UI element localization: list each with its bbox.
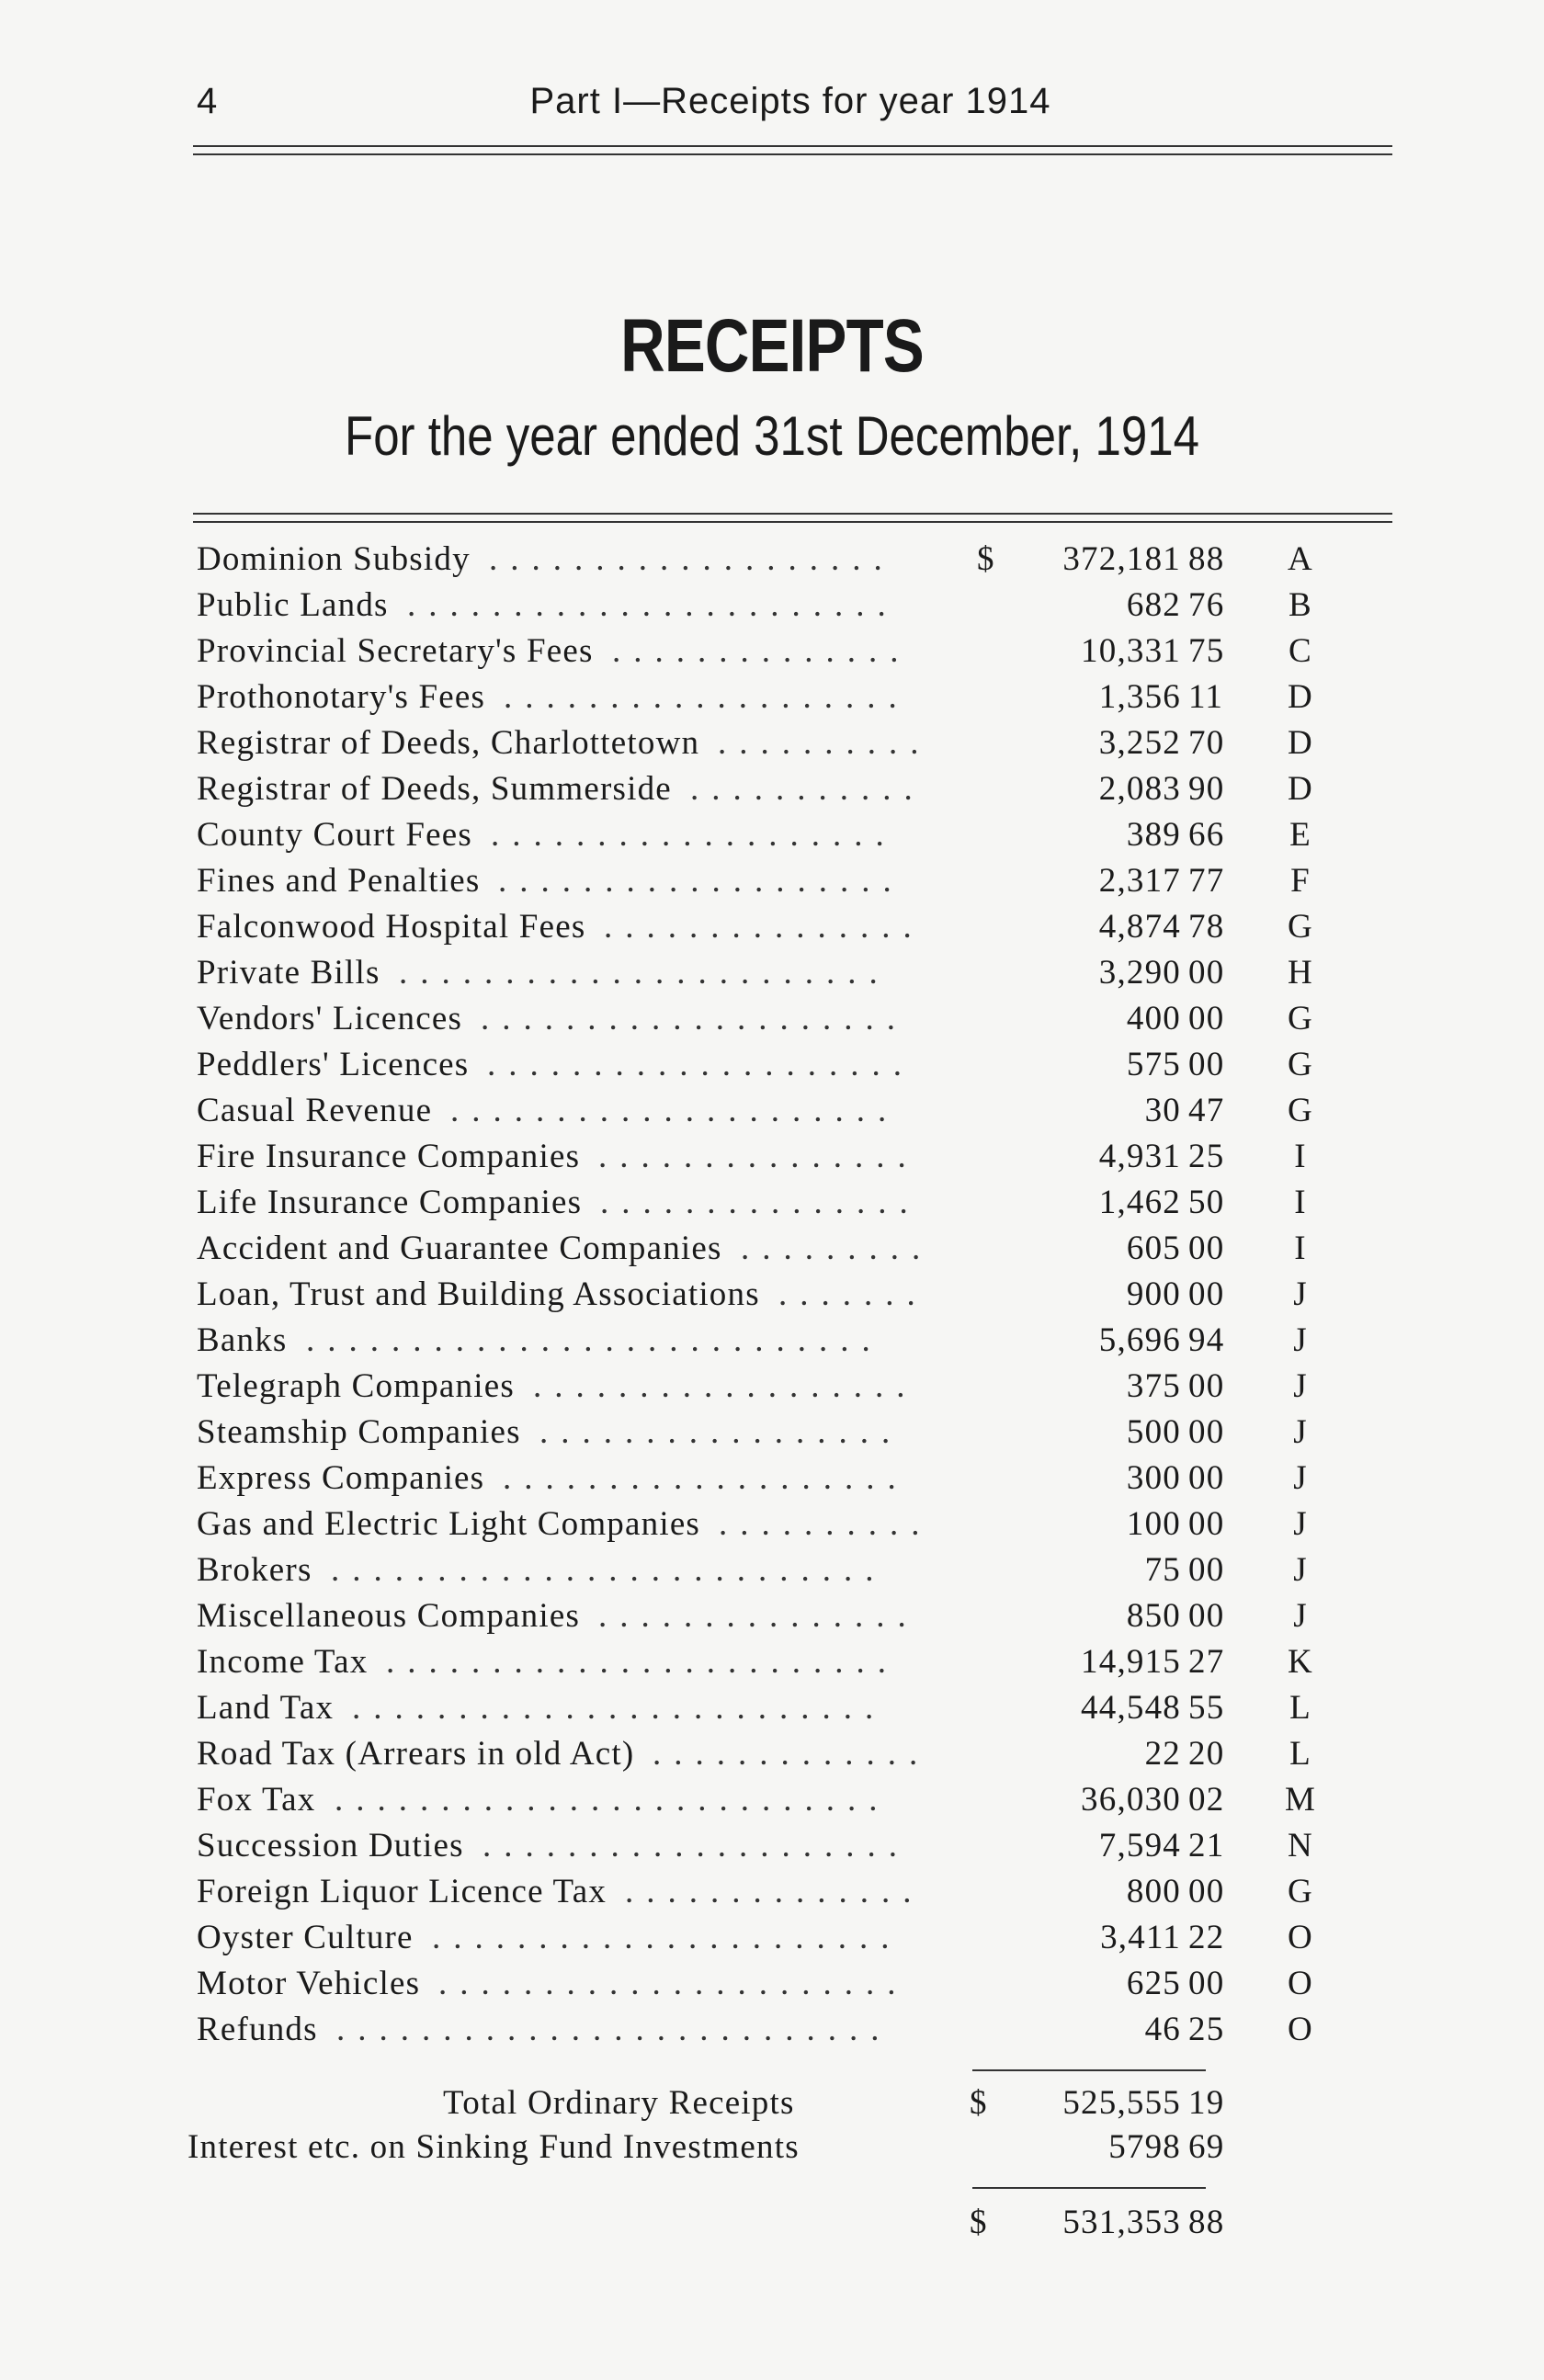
amount-dollars: 682 [1126,586,1181,624]
row-label: Fox Tax [197,1781,316,1819]
table-row [0,1410,1544,1456]
reference-letter: N [1288,1827,1313,1864]
amount-dollars: 375 [1126,1367,1181,1405]
amount-dollars: 75 [1144,1551,1181,1589]
table-row [0,1502,1544,1547]
amount-dollars: 1,356 [1098,678,1181,716]
table-row [0,766,1544,812]
dot-leader: ....................... [399,954,891,992]
amount-dollars: 605 [1126,1230,1181,1267]
reference-letter: L [1289,1689,1311,1727]
reference-letter: I [1294,1230,1307,1267]
total-ordinary-row [0,2080,1544,2126]
reference-letter: I [1294,1184,1307,1221]
amount-cents: 47 [1188,1092,1225,1129]
amount-dollars: 5,696 [1098,1321,1181,1359]
table-row [0,1777,1544,1823]
sum-rule [972,2187,1206,2189]
reference-letter: O [1288,2011,1313,2048]
row-label: Road Tax (Arrears in old Act) [197,1735,635,1773]
amount-dollars: 7,594 [1098,1827,1181,1864]
row-label: Provincial Secretary's Fees [197,632,594,670]
amount-cents: 00 [1188,1275,1225,1313]
dot-leader: ......................... [352,1689,887,1727]
dot-leader: .......................... [331,1551,887,1589]
amount-dollars: 100 [1126,1505,1181,1543]
table-row [0,1915,1544,1961]
amount-cents: 66 [1188,816,1225,854]
reference-letter: G [1288,1046,1313,1083]
row-label: Fines and Penalties [197,862,481,900]
reference-letter: O [1288,1919,1313,1956]
dollar-sign: $ [970,2204,988,2241]
amount-cents: 19 [1188,2084,1225,2122]
dot-leader: ............... [600,1184,921,1221]
total-label: Total Ordinary Receipts [443,2084,795,2122]
amount-dollars: 22 [1144,1735,1181,1773]
table-row [0,950,1544,996]
amount-cents: 75 [1188,632,1225,670]
row-label: Brokers [197,1551,312,1589]
amount-cents: 00 [1188,1873,1225,1910]
page-header [193,81,1388,136]
amount-cents: 25 [1188,2011,1225,2048]
amount-cents: 00 [1188,1000,1225,1037]
amount-dollars: 300 [1126,1459,1181,1497]
amount-cents: 88 [1188,540,1225,578]
receipts-table [0,537,1544,2053]
amount-dollars: 14,915 [1081,1643,1181,1681]
amount-dollars: 4,931 [1098,1138,1181,1175]
row-label: Steamship Companies [197,1413,521,1451]
amount-dollars: 10,331 [1081,632,1181,670]
dot-leader: .......... [719,1505,933,1543]
row-label: Gas and Electric Light Companies [197,1505,701,1543]
amount-cents: 00 [1188,1551,1225,1589]
table-row [0,583,1544,629]
amount-cents: 02 [1188,1781,1225,1819]
amount-dollars: 531,353 [1062,2204,1181,2241]
table-row [0,720,1544,766]
reference-letter: D [1288,770,1313,808]
table-row [0,1042,1544,1088]
amount-cents: 25 [1188,1138,1225,1175]
reference-letter: I [1294,1138,1307,1175]
table-row [0,1731,1544,1777]
row-label: Motor Vehicles [197,1965,421,2002]
amount-cents: 55 [1188,1689,1225,1727]
table-row [0,1685,1544,1731]
amount-dollars: 900 [1126,1275,1181,1313]
dot-leader: ......... [741,1230,934,1267]
row-label: County Court Fees [197,816,472,854]
amount-cents: 00 [1188,1965,1225,2002]
reference-letter: G [1288,1000,1313,1037]
table-row [0,674,1544,720]
amount-dollars: 850 [1126,1597,1181,1635]
row-label: Life Insurance Companies [197,1184,583,1221]
amount-dollars: 5798 [1108,2128,1181,2166]
running-title: Part I—Receipts for year 1914 [529,81,1051,121]
row-label: Income Tax [197,1643,369,1681]
amount-cents: 00 [1188,1413,1225,1451]
amount-cents: 70 [1188,724,1225,762]
dot-leader: ............. [653,1735,931,1773]
row-label: Accident and Guarantee Companies [197,1230,722,1267]
table-row [0,1318,1544,1364]
amount-cents: 27 [1188,1643,1225,1681]
dot-leader: ................... [489,540,895,578]
dot-leader: ........... [690,770,925,808]
table-row [0,1180,1544,1226]
amount-dollars: 400 [1126,1000,1181,1037]
amount-dollars: 2,083 [1098,770,1181,808]
dot-leader: ................... [504,678,910,716]
row-label: Falconwood Hospital Fees [197,908,586,946]
table-row [0,1134,1544,1180]
table-row [0,1547,1544,1593]
amount-dollars: 30 [1144,1092,1181,1129]
dot-leader: .............. [625,1873,925,1910]
table-row [0,1593,1544,1639]
page-number: 4 [197,81,218,121]
table-row [0,1961,1544,2007]
amount-cents: 00 [1188,1046,1225,1083]
row-label: Miscellaneous Companies [197,1597,581,1635]
amount-cents: 76 [1188,586,1225,624]
table-row [0,2007,1544,2053]
dot-leader: ................... [491,816,897,854]
row-label: Foreign Liquor Licence Tax [197,1873,607,1910]
table-row [0,904,1544,950]
amount-dollars: 500 [1126,1413,1181,1451]
dot-leader: .................... [487,1046,914,1083]
amount-cents: 00 [1188,1367,1225,1405]
dot-leader: .......................... [335,1781,891,1819]
header-rule [193,145,1392,155]
dot-leader: .................... [482,1827,910,1864]
reference-letter: J [1293,1597,1308,1635]
amount-dollars: 36,030 [1081,1781,1181,1819]
dot-leader: .......................... [336,2011,892,2048]
reference-letter: C [1289,632,1312,670]
amount-cents: 69 [1188,2128,1225,2166]
reference-letter: D [1288,678,1313,716]
table-row [0,812,1544,858]
reference-letter: M [1284,1781,1317,1819]
row-label: Casual Revenue [197,1092,433,1129]
amount-dollars: 800 [1126,1873,1181,1910]
table-row [0,1226,1544,1272]
dot-leader: .............. [612,632,912,670]
reference-letter: E [1289,816,1311,854]
dollar-sign: $ [977,540,995,578]
row-label: Registrar of Deeds, Charlottetown [197,724,700,762]
reference-letter: L [1289,1735,1311,1773]
amount-dollars: 4,874 [1098,908,1181,946]
table-row [0,537,1544,583]
amount-cents: 00 [1188,1505,1225,1543]
row-label: Vendors' Licences [197,1000,463,1037]
reference-letter: J [1293,1551,1308,1589]
table-row [0,996,1544,1042]
reference-letter: G [1288,1873,1313,1910]
row-label: Private Bills [197,954,380,992]
amount-cents: 77 [1188,862,1225,900]
amount-cents: 22 [1188,1919,1225,1956]
dot-leader: ........................ [386,1643,899,1681]
amount-cents: 50 [1188,1184,1225,1221]
subtitle-rule [193,513,1392,523]
row-label: Express Companies [197,1459,485,1497]
row-label: Telegraph Companies [197,1367,515,1405]
row-label: Fire Insurance Companies [197,1138,581,1175]
row-label: Dominion Subsidy [197,540,471,578]
amount-cents: 21 [1188,1827,1225,1864]
page-subtitle: For the year ended 31st December, 1914 [345,405,1199,467]
amount-cents: 00 [1188,1597,1225,1635]
reference-letter: J [1293,1413,1308,1451]
dot-leader: ...................... [432,1919,903,1956]
interest-label: Interest etc. on Sinking Fund Investments [187,2128,800,2166]
reference-letter: G [1288,1092,1313,1129]
reference-letter: J [1293,1275,1308,1313]
dot-leader: .......... [718,724,932,762]
reference-letter: D [1288,724,1313,762]
amount-cents: 94 [1188,1321,1225,1359]
table-row [0,1869,1544,1915]
dot-leader: ...................... [438,1965,909,2002]
interest-row [0,2125,1544,2170]
dot-leader: ................. [539,1413,903,1451]
reference-letter: O [1288,1965,1313,2002]
dot-leader: ....... [778,1275,928,1313]
dot-leader: ................... [503,1459,909,1497]
dot-leader: ..................... [450,1092,900,1129]
table-row [0,1639,1544,1685]
amount-cents: 00 [1188,1459,1225,1497]
amount-cents: 88 [1188,2204,1225,2241]
amount-dollars: 3,290 [1098,954,1181,992]
reference-letter: J [1293,1459,1308,1497]
amount-dollars: 46 [1144,2011,1181,2048]
row-label: Prothonotary's Fees [197,678,486,716]
reference-letter: K [1288,1643,1313,1681]
amount-dollars: 372,181 [1062,540,1181,578]
amount-dollars: 3,411 [1100,1919,1181,1956]
amount-dollars: 389 [1126,816,1181,854]
sum-rule [972,2069,1206,2071]
row-label: Registrar of Deeds, Summerside [197,770,672,808]
table-row [0,858,1544,904]
amount-dollars: 1,462 [1098,1184,1181,1221]
reference-letter: J [1293,1367,1308,1405]
reference-letter: H [1288,954,1313,992]
reference-letter: G [1288,908,1313,946]
reference-letter: J [1293,1505,1308,1543]
table-row [0,1088,1544,1134]
page-title: RECEIPTS [620,304,924,388]
row-label: Peddlers' Licences [197,1046,470,1083]
row-label: Land Tax [197,1689,335,1727]
reference-letter: J [1293,1321,1308,1359]
dot-leader: .................. [533,1367,918,1405]
dot-leader: ............... [598,1597,919,1635]
amount-cents: 11 [1188,678,1224,716]
amount-cents: 78 [1188,908,1225,946]
table-row [0,629,1544,674]
row-label: Refunds [197,2011,318,2048]
table-row [0,1823,1544,1869]
dot-leader: ....................... [407,586,899,624]
amount-cents: 90 [1188,770,1225,808]
table-row [0,1456,1544,1502]
amount-dollars: 2,317 [1098,862,1181,900]
row-label: Oyster Culture [197,1919,414,1956]
row-label: Banks [197,1321,288,1359]
amount-dollars: 525,555 [1062,2084,1181,2122]
dot-leader: .................... [481,1000,908,1037]
amount-dollars: 44,548 [1081,1689,1181,1727]
reference-letter: B [1289,586,1312,624]
dollar-sign: $ [970,2084,988,2122]
amount-dollars: 575 [1126,1046,1181,1083]
row-label: Succession Duties [197,1827,464,1864]
grand-total-row [0,2200,1544,2246]
dot-leader: ................... [498,862,904,900]
row-label: Public Lands [197,586,389,624]
dot-leader: ............... [598,1138,919,1175]
reference-letter: A [1288,540,1313,578]
amount-cents: 00 [1188,954,1225,992]
amount-cents: 20 [1188,1735,1225,1773]
reference-letter: F [1290,862,1311,900]
amount-cents: 00 [1188,1230,1225,1267]
table-row [0,1272,1544,1318]
amount-dollars: 625 [1126,1965,1181,2002]
dot-leader: ........................... [306,1321,883,1359]
dot-leader: ............... [604,908,925,946]
row-label: Loan, Trust and Building Associations [197,1275,760,1313]
table-row [0,1364,1544,1410]
amount-dollars: 3,252 [1098,724,1181,762]
